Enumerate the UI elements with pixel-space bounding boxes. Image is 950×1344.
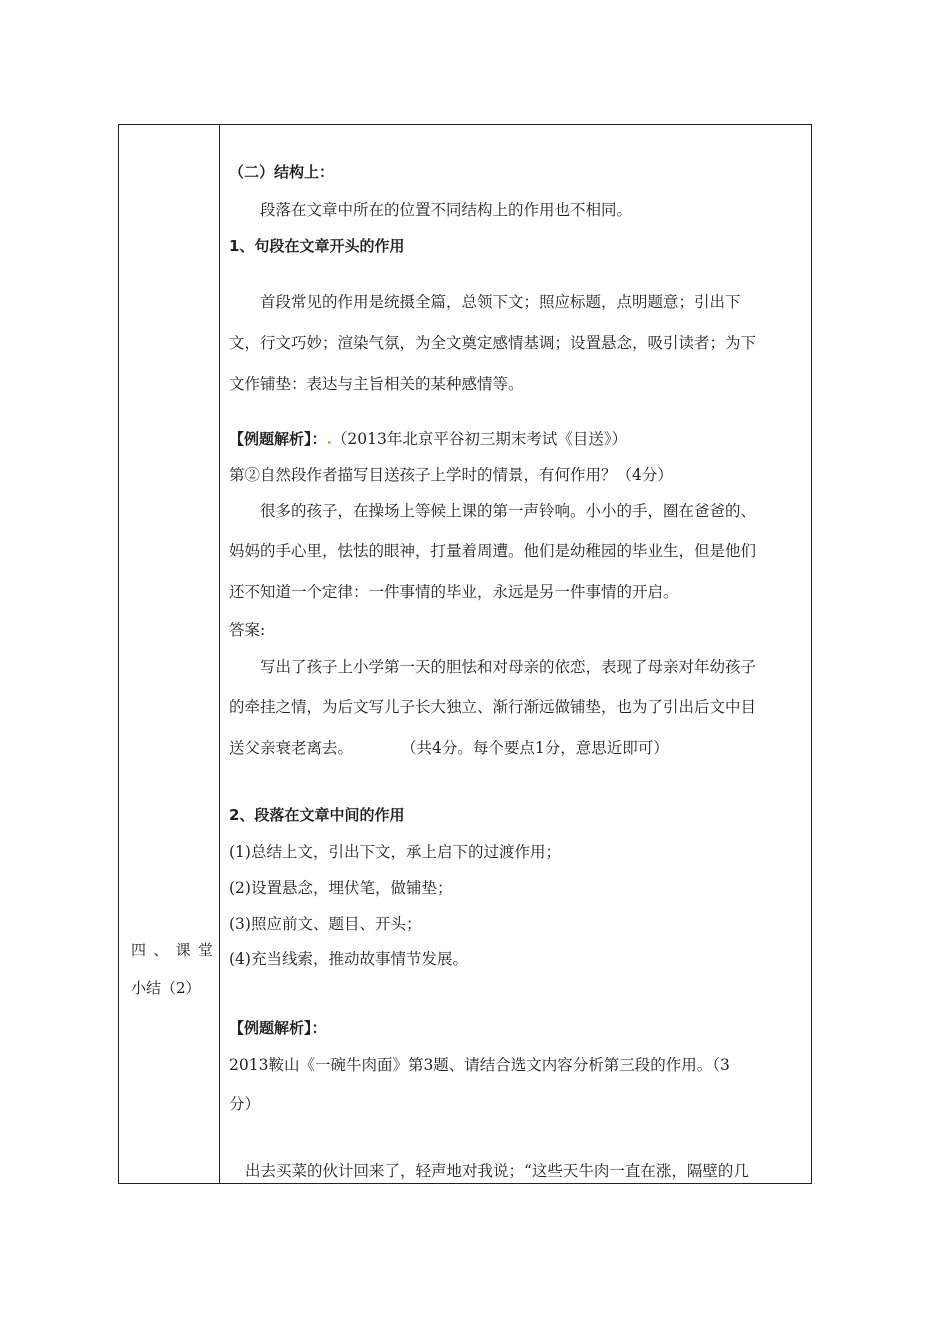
content-cell (229, 125, 801, 1183)
section-label-line1: 四、课堂 (131, 941, 213, 959)
example1-source: （2013年北京平谷初三期末考试《目送》） (331, 430, 628, 448)
column-divider (219, 125, 220, 1183)
answer-label: 答案: (229, 621, 266, 639)
paragraph-opening-line2: 文，行文巧妙；渲染气氛，为全文奠定感情基调；设置悬念，吸引读者；为下 (229, 334, 757, 352)
answer-line3 (229, 736, 801, 758)
answer-scoring-note: （共4分。每个要点1分，意思近即可） (401, 739, 669, 757)
intro-text: 段落在文章中所在的位置不同结构上的作用也不相同。 (260, 201, 633, 219)
answer-line2: 的牵挂之情，为后文写儿子长大独立、渐行渐远做铺垫，也为了引出后文中目 (229, 698, 757, 716)
example2-question-line1: 2013鞍山《一碗牛肉面》第3题、请结合选文内容分析第三段的作用。（3 (229, 1056, 730, 1074)
middle-role-item4: (4)充当线索，推动故事情节发展。 (229, 950, 468, 968)
example1-question: 第②自然段作者描写目送孩子上学时的情景，有何作用？（4分） (229, 466, 673, 484)
section-label-cell (119, 125, 219, 1183)
section-label-line2: 小结（2） (131, 979, 201, 997)
paragraph-opening-line1: 首段常见的作用是统摄全篇，总领下文；照应标题，点明题意；引出下 (260, 293, 741, 311)
heading-opening-role: 1、句段在文章开头的作用 (229, 237, 405, 255)
answer-line1: 写出了孩子上小学第一天的胆怯和对母亲的依恋，表现了母亲对年幼孩子 (260, 658, 757, 676)
middle-role-item2: (2)设置悬念，埋伏笔，做铺垫； (229, 879, 453, 897)
example2-question-line2: 分） (229, 1095, 261, 1113)
middle-role-item3: (3)照应前文、题目、开头； (229, 915, 422, 933)
middle-role-item1: (1)总结上文，引出下文，承上启下的过渡作用； (229, 843, 561, 861)
heading-middle-role: 2、段落在文章中间的作用 (229, 806, 405, 824)
example1-label: 【例题解析】： (229, 430, 327, 448)
section-label (131, 931, 213, 1007)
mark-dot: . (326, 429, 332, 448)
example1-passage-line1: 很多的孩子，在操场上等候上课的第一声铃响。小小的手，圈在爸爸的、 (260, 502, 757, 520)
example1-passage-line3: 还不知道一个定律：一件事情的毕业，永远是另一件事情的开启。 (229, 583, 679, 601)
example2-label: 【例题解析】： (229, 1019, 327, 1037)
heading-structure: （二）结构上： (229, 163, 335, 181)
example1-passage-line2: 妈妈的手心里，怯怯的眼神，打量着周遭。他们是幼稚园的毕业生，但是他们 (229, 542, 757, 560)
example2-passage-line1: 出去买菜的伙计回来了，轻声地对我说；“这些天牛肉一直在涨，隔壁的几 (245, 1162, 749, 1180)
example1-header (229, 427, 801, 449)
paragraph-opening-line3: 文作铺垫：表达与主旨相关的某种感情等。 (229, 375, 524, 393)
answer-line3-text: 送父亲衰老离去。 (229, 739, 354, 757)
lesson-table (118, 124, 812, 1184)
